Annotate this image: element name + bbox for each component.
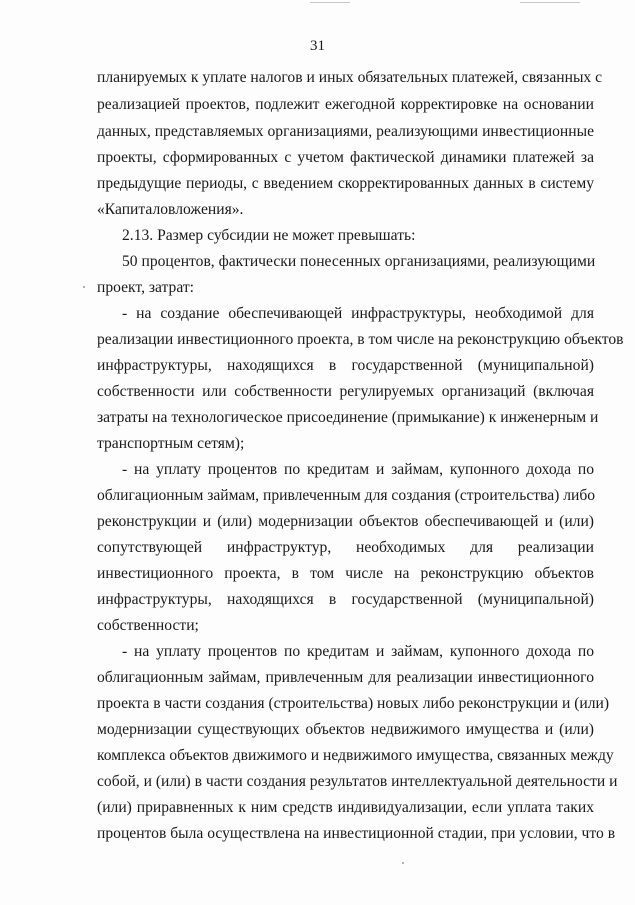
text-line: 50 процентов, фактически понесенных организациями, реализующими [122, 253, 596, 270]
text-line: проект, затрат: [97, 279, 195, 296]
scan-speck [83, 286, 85, 288]
text-line: проекты, сформированных с учетом фактической динамики платежей за [97, 149, 594, 166]
text-line: модернизации существующих объектов недвижимого имущества и (или) [97, 721, 594, 738]
text-line: инфраструктуры, находящихся в государственной (муниципальной) [97, 357, 594, 374]
list-item-line: - на создание обеспечивающей инфраструктуры, необходимой для [122, 305, 594, 322]
text-line: реализацией проектов, подлежит ежегодной корректировке на основании [97, 96, 594, 113]
text-line: предыдущие периоды, с введением скорректированных данных в систему [97, 175, 594, 192]
text-line: «Капиталовложения». [97, 201, 244, 218]
text-line: комплекса объектов движимого и недвижимого имущества, связанных между [97, 747, 614, 764]
text-line: данных, представляемых организациями, реализующими инвестиционные [97, 123, 594, 140]
text-line: реконструкции и (или) модернизации объектов обеспечивающей и (или) [97, 513, 594, 530]
text-line: (или) приравненных к ним средств индивидуализации, если уплата таких [97, 799, 594, 816]
text-line: процентов была осуществлена на инвестиционной стадии, при условии, что в [97, 825, 616, 842]
text-line: сопутствующей инфраструктур, необходимых для реализации [97, 539, 594, 556]
text-line: реализации инвестиционного проекта, в том числе на реконструкцию объектов [97, 331, 624, 348]
scan-speck [402, 862, 404, 864]
text-line: проекта в части создания (строительства) новых либо реконструкции и (или) [97, 695, 610, 712]
text-line: облигационным займам, привлеченным для создания (строительства) либо [97, 487, 596, 504]
text-line: планируемых к уплате налогов и иных обязательных платежей, связанных с [97, 69, 603, 86]
scan-edge-mark [520, 2, 580, 3]
text-line: инвестиционного проекта, в том числе на реконструкцию объектов [97, 565, 594, 582]
scan-edge-mark [310, 2, 350, 3]
text-line: собой, и (или) в части создания результатов интеллектуальной деятельности и [97, 773, 618, 790]
text-line: инфраструктуры, находящихся в государственной (муниципальной) [97, 591, 594, 608]
text-line: затраты на технологическое присоединение (примыкание) к инженерным и [97, 409, 599, 426]
section-heading: 2.13. Размер субсидии не может превышать: [122, 227, 416, 244]
list-item-line: - на уплату процентов по кредитам и займам, купонного дохода по [122, 461, 594, 478]
text-line: собственности; [97, 617, 199, 634]
text-line: собственности или собственности регулируемых организаций (включая [97, 383, 594, 400]
list-item-line: - на уплату процентов по кредитам и займам, купонного дохода по [122, 643, 594, 660]
text-line: транспортным сетям); [97, 435, 245, 452]
page-number: 31 [310, 38, 325, 54]
text-line: облигационным займам, привлеченным для реализации инвестиционного [97, 669, 594, 686]
